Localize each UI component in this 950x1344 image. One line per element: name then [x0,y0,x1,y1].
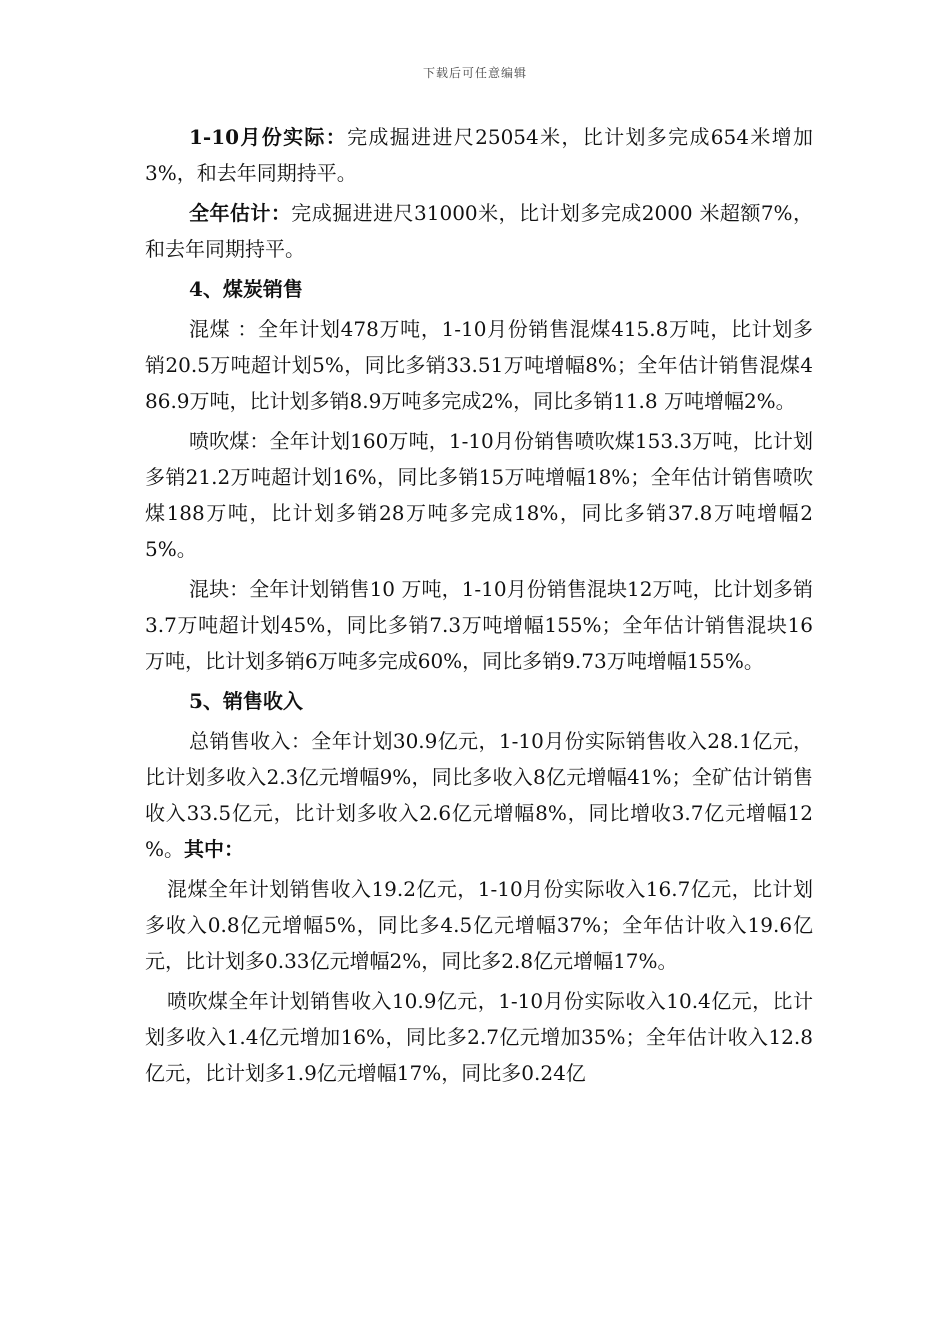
paragraph-injection-coal-sales: 喷吹煤：全年计划160万吨，1-10月份销售喷吹煤153.3万吨，比计划多销21.2万吨超计划16%，同比多销15万吨增幅18%；全年估计销售喷吹煤188万吨，比计划多销28万吨多完成18%，同比多销37.8万吨增幅25%。 [145,429,813,561]
page-watermark: 下载后可任意编辑 [422,66,527,80]
label-year-estimate: 全年估计： [189,201,292,225]
section-heading-sales-revenue: 5、销售收入 [189,689,303,713]
paragraph-year-estimate [145,195,813,267]
paragraph-mixed-coal-sales: 混煤 ：全年计划478万吨，1-10月份销售混煤415.8万吨，比计划多销20.5万吨超计划5%，同比多销33.51万吨增幅8%；全年估计销售混煤486.9万吨，比计划多销8.9万吨多完成2%，同比多销11.8 万吨增幅2%。 [145,317,813,413]
label-among-them: 其中： [184,837,245,861]
paragraph-mixed-lump-sales: 混块：全年计划销售10 万吨，1-10月份销售混块12万吨，比计划多销3.7万吨超计划45%，同比多销7.3万吨增幅155%；全年估计销售混块16万吨，比计划多销6万吨多完成60%，同比多销9.73万吨增幅155%。 [145,577,813,673]
paragraph-total-revenue [145,723,813,867]
paragraph-oct-actual [145,119,813,191]
label-oct-actual: 1-10月份实际： [189,125,348,149]
text-year-estimate: 完成掘进进尺31000米，比计划多完成2000 米超额7%，和去年同期持平。 [145,201,814,261]
paragraph-mixed-coal-revenue: 混煤全年计划销售收入19.2亿元，1-10月份实际收入16.7亿元，比计划多收入0.8亿元增幅5%，同比多4.5亿元增幅37%；全年估计收入19.6亿元，比计划多0.33亿元增幅2%，同比多2.8亿元增幅17%。 [145,877,813,973]
document-body [145,119,813,1095]
section-heading-coal-sales: 4、煤炭销售 [189,277,303,301]
paragraph-injection-coal-revenue: 喷吹煤全年计划销售收入10.9亿元，1-10月份实际收入10.4亿元，比计划多收入1.4亿元增加16%，同比多2.7亿元增加35%；全年估计收入12.8亿元，比计划多1.9亿元增幅17%，同比多0.24亿 [145,989,813,1085]
text-oct-actual: 完成掘进进尺25054米，比计划多完成654米增加3%，和去年同期持平。 [145,125,813,185]
text-total-revenue: 总销售收入：全年计划30.9亿元，1-10月份实际销售收入28.1亿元，比计划多收入2.3亿元增幅9%，同比多收入8亿元增幅41%；全矿估计销售收入33.5亿元，比计划多收入2.6亿元增幅8%，同比增收3.7亿元增幅12 %。 [145,729,813,861]
